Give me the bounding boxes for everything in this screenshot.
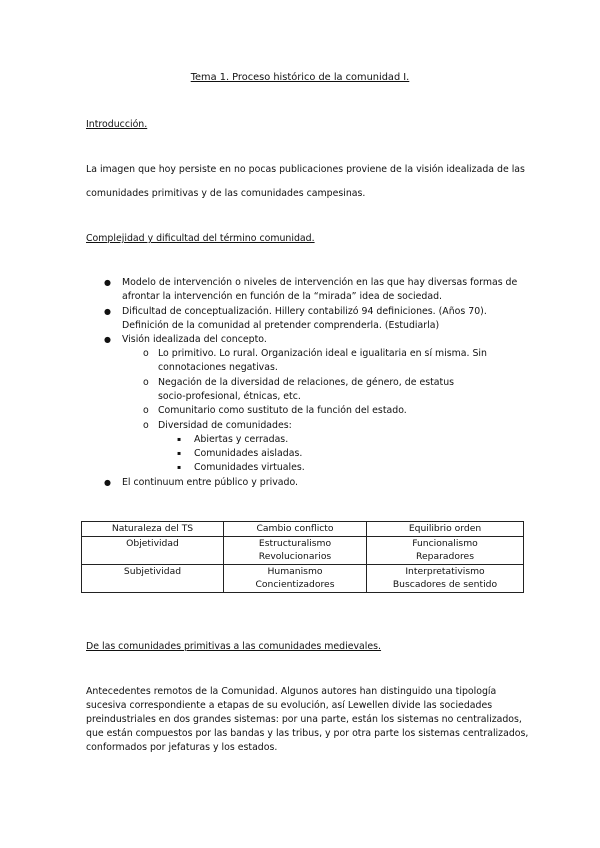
sub-list-item-line: socio-profesional, étnicas, etc. [158,391,301,402]
intro-heading: Introducción. [86,119,148,130]
list-item [122,276,517,304]
table-cell [224,536,367,564]
circle-bullet-icon: o [143,348,149,359]
table-cell-line: Interpretativismo [405,565,485,577]
square-bullet-icon: ▪ [177,436,182,443]
table-row [82,536,524,564]
table-cell-line: Buscadores de sentido [392,579,498,590]
table-cell-line: Humanismo [267,565,323,577]
table-header: Cambio conflicto [224,522,367,537]
sub-list-item [158,347,487,375]
table-cell-line: Funcionalismo [412,537,478,549]
table-cell: Objetividad [82,536,224,564]
table-header: Naturaleza del TS [82,522,224,537]
social-work-table [81,521,524,593]
table-cell [367,564,524,592]
square-bullet-icon: ▪ [177,464,182,471]
primitive-paragraph [86,685,528,755]
intro-line-1: La imagen que hoy persiste en no pocas publicaciones proviene de la visión idealizada de las [86,164,525,175]
list-item-line: afrontar la intervención en función de la “mirada” idea de sociedad. [122,291,443,302]
paragraph-line: preindustriales en dos grandes sistemas: por una parte, están los sistemas no centralizados, [86,714,522,725]
table-header-row [82,522,524,537]
list-item: El continuum entre público y privado. [122,477,298,488]
table-cell-line: Estructuralismo [258,537,332,549]
list-item-line: Modelo de intervención o niveles de intervención en las que hay diversas formas de [122,277,518,288]
primitive-heading: De las comunidades primitivas a las comunidades medievales. [86,641,382,652]
table-header: Equilibrio orden [367,522,524,537]
list-item-line: Dificultad de conceptualización. Hillery contabilizó 94 definiciones. (Años 70). [122,306,487,317]
table-row [82,564,524,592]
bullet-icon: ● [104,335,111,344]
sub-list-item-line: connotaciones negativas. [158,362,278,373]
list-item [122,305,487,333]
list-item-line: Definición de la comunidad al pretender comprenderla. (Estudiarla) [122,320,440,331]
bullet-icon: ● [104,478,111,487]
list-item: Visión idealizada del concepto. [122,334,267,345]
circle-bullet-icon: o [143,405,149,416]
page-title: Tema 1. Proceso histórico de la comunidad I. [190,72,410,83]
paragraph-line: conformados por jefaturas y los estados. [86,742,278,753]
circle-bullet-icon: o [143,420,149,431]
sub-list-item [158,376,454,404]
paragraph-line: Antecedentes remotos de la Comunidad. Algunos autores han distinguido una tipología [86,686,497,697]
complexity-heading: Complejidad y dificultad del término comunidad. [86,233,315,244]
table-cell [367,536,524,564]
sub-sub-list-item: Abiertas y cerradas. [194,434,289,445]
sub-list-item: Diversidad de comunidades: [158,420,292,431]
sub-sub-list-item: Comunidades virtuales. [194,462,305,473]
bullet-icon: ● [104,307,111,316]
sub-list-item: Comunitario como sustituto de la función del estado. [158,405,407,416]
table-cell [224,564,367,592]
paragraph-line: sucesiva correspondiente a etapas de su evolución, así Lewellen divide las sociedades [86,700,493,711]
intro-line-2: comunidades primitivas y de las comunidades campesinas. [86,188,366,199]
table-cell: Subjetividad [82,564,224,592]
sub-sub-list-item: Comunidades aisladas. [194,448,303,459]
table-cell-line: Concientizadores [255,579,335,590]
table-cell-line: Reparadores [416,551,474,562]
table-cell-line: Revolucionarios [258,551,332,562]
square-bullet-icon: ▪ [177,450,182,457]
bullet-icon: ● [104,278,111,287]
paragraph-line: que están compuestos por las bandas y las tribus, y por otra parte los sistemas centralizados, [86,728,529,739]
sub-list-item-line: Lo primitivo. Lo rural. Organización ideal e igualitaria en sí misma. Sin [158,348,487,359]
circle-bullet-icon: o [143,377,149,388]
sub-list-item-line: Negación de la diversidad de relaciones, de género, de estatus [158,377,455,388]
